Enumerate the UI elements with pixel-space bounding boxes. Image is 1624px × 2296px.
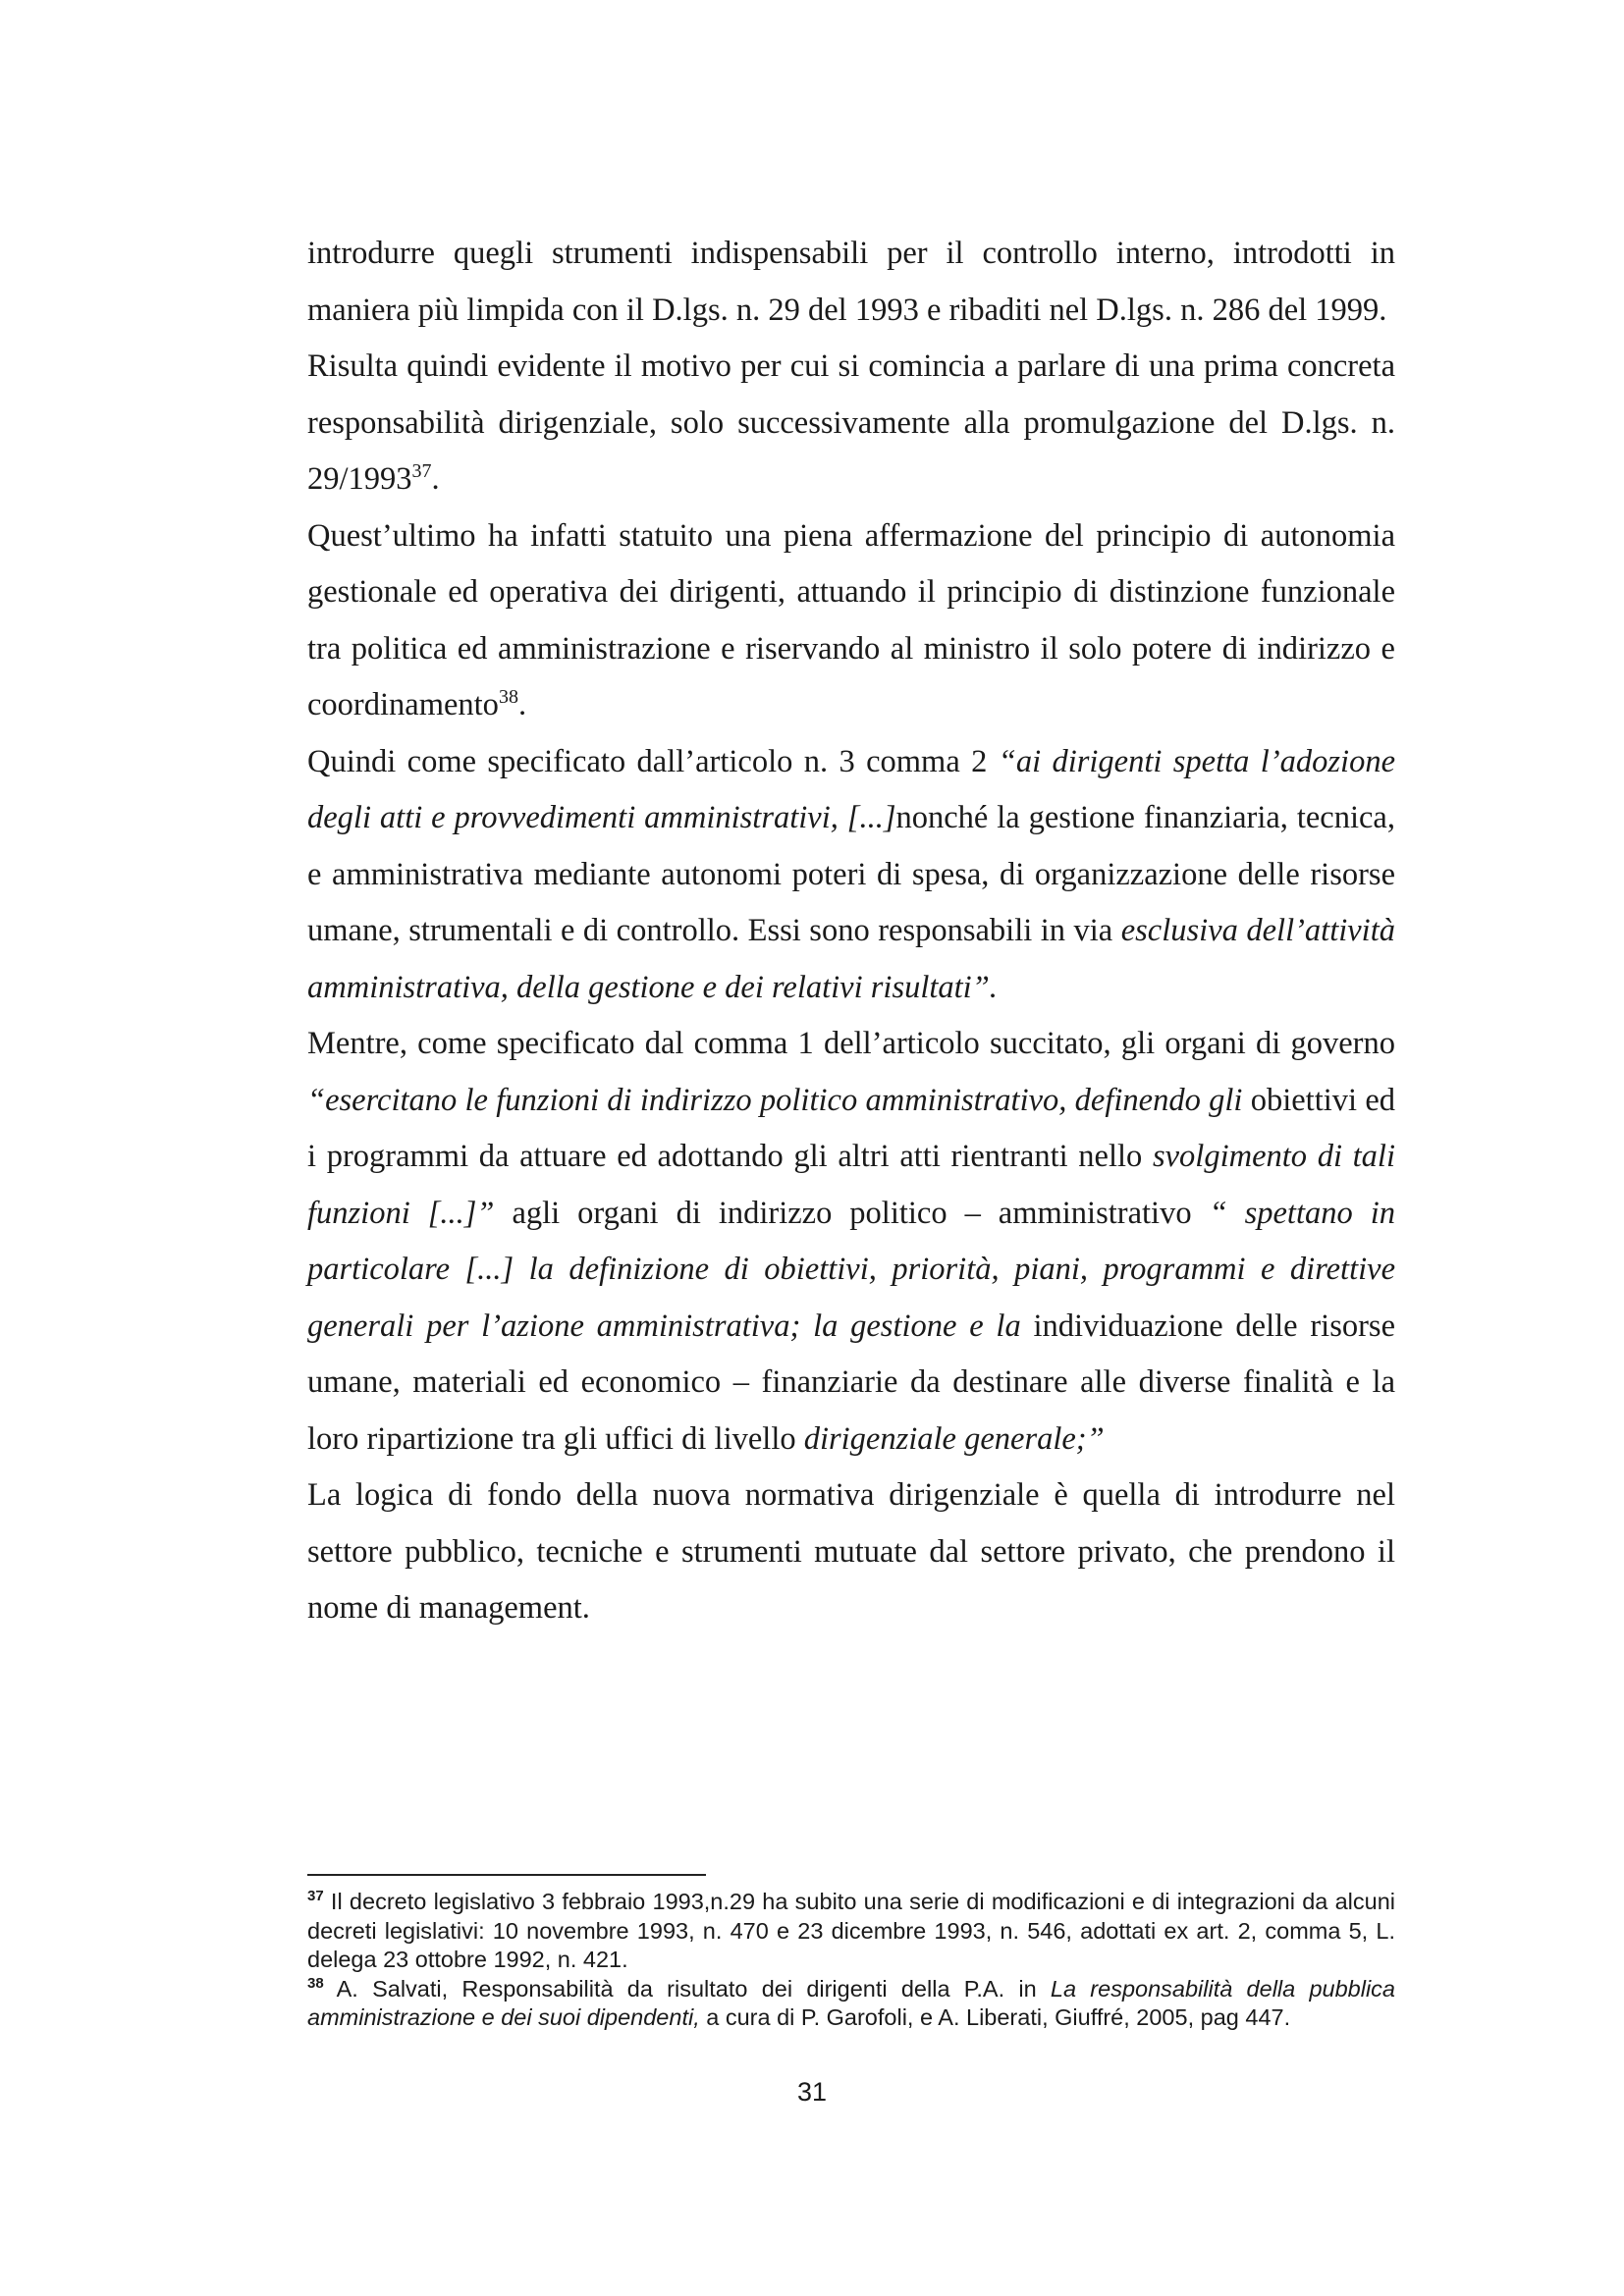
body-text — [307, 226, 1395, 1637]
footnotes — [307, 1888, 1395, 2033]
paragraph-3: Quest’ultimo ha infatti statuito una piena affermazione del principio di autonomia gestionale ed operativa dei dirigenti, attuando il principio di distinzione funzionale tra politica ed amministrazione e riservando al ministro il solo potere di indirizzo e coordinamento$^{38}$. — [307, 517, 1395, 722]
quote-article-3: “ai dirigenti spetta l’adozione degli atti e provvedimenti amministrativi, [...] — [307, 743, 1395, 835]
paragraph-1: introdurre quegli strumenti indispensabili per il controllo interno, introdotti in maniera più limpida con il D.lgs. n. 29 del 1993 e ribaditi nel D.lgs. n. 286 del 1999. — [307, 236, 1395, 328]
footnote-number-37: 37 — [307, 1888, 324, 1905]
footnote-ref-37[interactable]: 37 — [411, 460, 432, 483]
paragraph-5: Mentre, come specificato dal comma 1 dell’articolo succitato, gli organi di governo “esercitano le funzioni di indirizzo politico amministrativo, definendo gli obiettivi ed i programmi da attuare ed adottando gli altri atti rientranti nello svolgimento di tali funzioni [...]” agli organi di indirizzo politico – amministrativo “ spettano in particolare [...] la definizione di obiettivi, priorità, piani, programmi e direttive generali per l’azione amministrativa; la gestione e la individuazione delle risorse umane, materiali ed economico – finanziarie da destinare alle diverse finalità e la loro ripartizione tra gli uffici di livello dirigenziale generale;” — [307, 1026, 1395, 1457]
paragraph-6: La logica di fondo della nuova normativa dirigenziale è quella di introdurre nel settore pubblico, tecniche e strumenti mutuate dal settore privato, che prendono il nome di management. — [307, 1477, 1395, 1626]
paragraph-2: Risulta quindi evidente il motivo per cui si comincia a parlare di una prima concreta responsabilità dirigenziale, solo successivamente alla promulgazione del D.lgs. n. 29/1993$^{37}$. — [307, 348, 1395, 497]
quote-dirigenziale: dirigenziale generale;” — [803, 1420, 1105, 1457]
quote-comma-1-end: svolgimento di tali funzioni [...]” — [307, 1139, 1395, 1231]
footnote-37: $^{37}$ Il decreto legislativo 3 febbraio 1993,n.29 ha subito una serie di modificazioni e di integrazioni da alcuni decreti legislativi: 10 novembre 1993, n. 470 e 23 dicembre 1993, n. 546, adottati ex art. 2, comma 5, L. delega 23 ottobre 1992, n. 421. — [307, 1888, 1395, 1972]
quote-spettano: “ spettano in particolare [...] la definizione di obiettivi, priorità, piani, programmi e direttive generali per l’azione amministrativa; la gestione e la — [307, 1195, 1395, 1344]
page-number: 31 — [796, 2077, 828, 2107]
paragraph-4: Quindi come specificato dall’articolo n. 3 comma 2 “ai dirigenti spetta l’adozione degli atti e provvedimenti amministrativi, [...]nonché la gestione finanziaria, tecnica, e amministrativa mediante autonomi poteri di spesa, di organizzazione delle risorse umane, strumentali e di controllo. Essi sono responsabili in via esclusiva dell’attività amministrativa, della gestione e dei relativi risultati”. — [307, 743, 1395, 1005]
footnote-number-38: 38 — [307, 1974, 324, 1992]
footnote-38: $^{38}$ A. Salvati, Responsabilità da risultato dei dirigenti della P.A. in La responsabilità della pubblica amministrazione e dei suoi dipendenti, a cura di P. Garofoli, e A. Liberati, Giuffré, 2005, pag 447. — [307, 1974, 1395, 2030]
footnote-ref-38[interactable]: 38 — [498, 686, 518, 709]
footnote-divider — [307, 1874, 706, 1876]
footnote-38-title: La responsabilità della pubblica amministrazione e dei suoi dipendenti, — [307, 1975, 1395, 2030]
quote-comma-1: “esercitano le funzioni di indirizzo politico amministrativo, definendo gli — [307, 1082, 1251, 1118]
quote-article-3-end: esclusiva dell’attività amministrativa, della gestione e dei relativi risultati”. — [307, 913, 1395, 1005]
